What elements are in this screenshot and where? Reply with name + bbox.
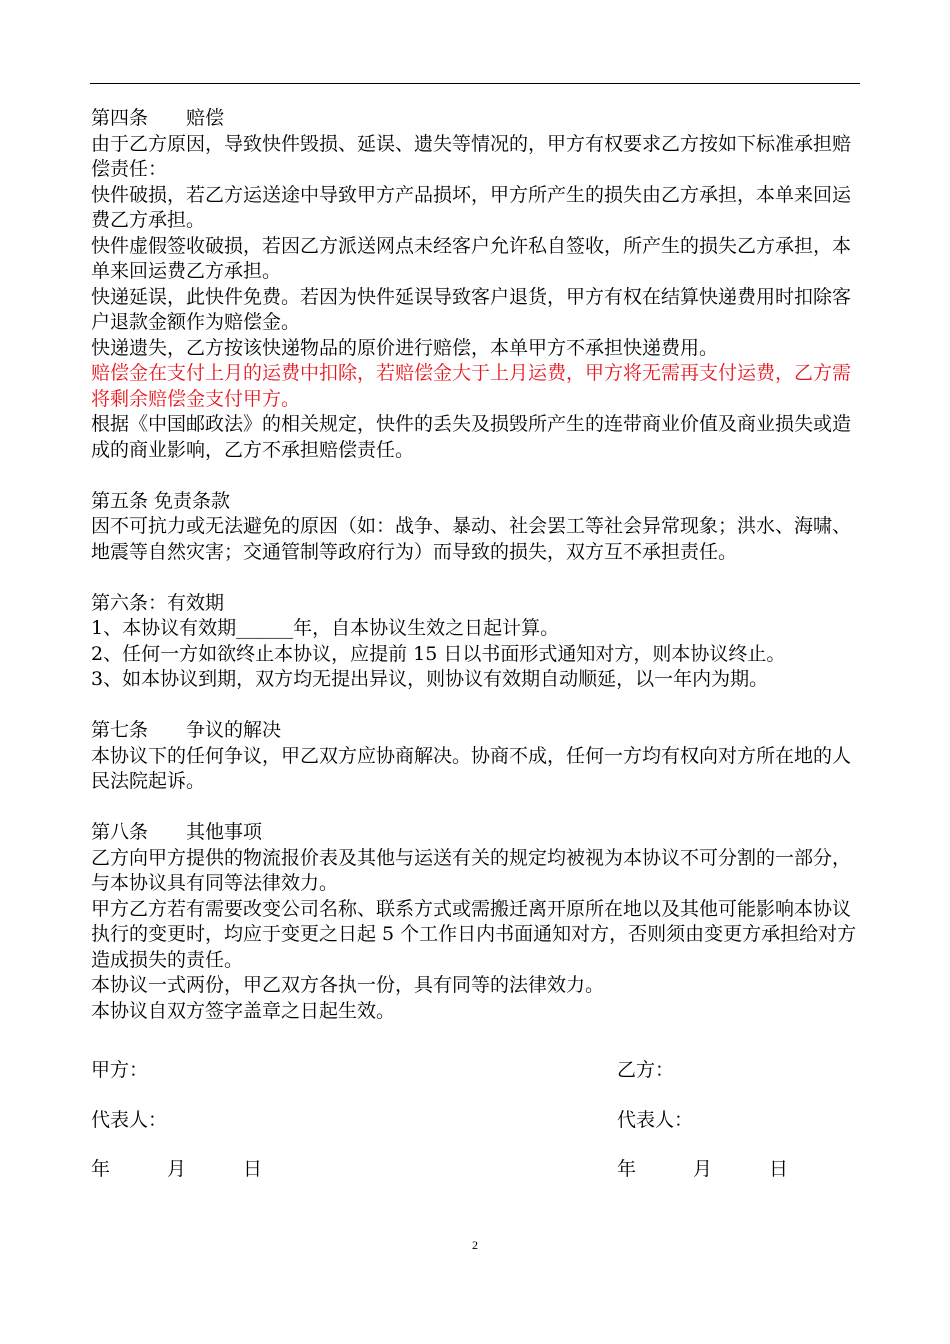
spacer: [91, 795, 861, 821]
article7-heading: 第七条 争议的解决: [91, 719, 282, 741]
article8-paragraph: 甲方乙方若有需要改变公司名称、联系方式或需搬迁离开原所在地以及其他可能影响本协议执行的变更时，均应于变更之日起 5 个工作日内书面通知对方，否则须由变更方承担给对方造成损失的责任。: [91, 897, 857, 971]
article4-paragraph: 快件虚假签收破损，若因乙方派送网点未经客户允许私自签收，所产生的损失乙方承担，本单来回运费乙方承担。: [91, 234, 852, 282]
party-a-date-line: 年 月 日: [91, 1158, 263, 1180]
article4-highlighted-paragraph: 赔偿金在支付上月的运费中扣除，若赔偿金大于上月运费，甲方将无需再支付运费，乙方需将剩余赔偿金支付甲方。: [91, 362, 852, 410]
spacer: [91, 693, 861, 719]
party-b-label: 乙方：: [617, 1059, 675, 1081]
article8-paragraph: 本协议自双方签字盖章之日起生效。: [91, 999, 396, 1022]
page-number: 2: [472, 1238, 478, 1252]
article4-paragraph: 快递遗失，乙方按该快递物品的原价进行赔偿，本单甲方不承担快递费用。: [91, 336, 719, 359]
article8-paragraph: 乙方向甲方提供的物流报价表及其他与运送有关的规定均被视为本协议不可分割的一部分，与本协议具有同等法律效力。: [91, 846, 852, 894]
article8-paragraph: 本协议一式两份，甲乙双方各执一份，具有同等的法律效力。: [91, 974, 605, 996]
contract-body: [91, 106, 861, 1024]
article4-paragraph: 根据《中国邮政法》的相关规定，快件的丢失及损毁所产生的连带商业价值及商业损失或造成的商业影响，乙方不承担赔偿责任。: [91, 413, 852, 461]
article4-paragraph: 快递延误，此快件免费。若因为快件延误导致客户退货，甲方有权在结算快递费用时扣除客户退款金额作为赔偿金。: [91, 285, 852, 333]
article8-heading: 第八条 其他事项: [91, 821, 263, 843]
party-a-label: 甲方：: [91, 1059, 149, 1081]
spacer: [91, 565, 861, 591]
article5-heading: 第五条 免责条款: [91, 489, 231, 512]
spacer: [91, 463, 861, 489]
article6-paragraph: 2、任何一方如欲终止本协议，应提前 15 日以书面形式通知对方，则本协议终止。: [91, 642, 786, 665]
party-a-representative-label: 代表人：: [91, 1109, 168, 1131]
article6-heading: 第六条：有效期: [91, 591, 225, 614]
article6-paragraph: 3、如本协议到期，双方均无提出异议，则协议有效期自动顺延，以一年内为期。: [91, 668, 769, 690]
article4-heading: 第四条 赔偿: [91, 107, 225, 129]
header-rule: [90, 83, 860, 84]
party-b-date-line: 年 月 日: [617, 1158, 789, 1180]
article5-paragraph: 因不可抗力或无法避免的原因（如：战争、暴动、社会罢工等社会异常现象；洪水、海啸、地震等自然灾害；交通管制等政府行为）而导致的损失，双方互不承担责任。: [91, 515, 852, 563]
party-b-representative-label: 代表人：: [617, 1109, 694, 1131]
article7-paragraph: 本协议下的任何争议，甲乙双方应协商解决。协商不成，任何一方均有权向对方所在地的人民法院起诉。: [91, 744, 852, 792]
article6-paragraph: 1、本协议有效期______年，自本协议生效之日起计算。: [91, 617, 560, 639]
article4-paragraph: 快件破损，若乙方运送途中导致甲方产品损坏，甲方所产生的损失由乙方承担，本单来回运费乙方承担。: [91, 183, 852, 231]
article4-paragraph: 由于乙方原因，导致快件毁损、延误、遗失等情况的，甲方有权要求乙方按如下标准承担赔偿责任：: [91, 132, 852, 180]
